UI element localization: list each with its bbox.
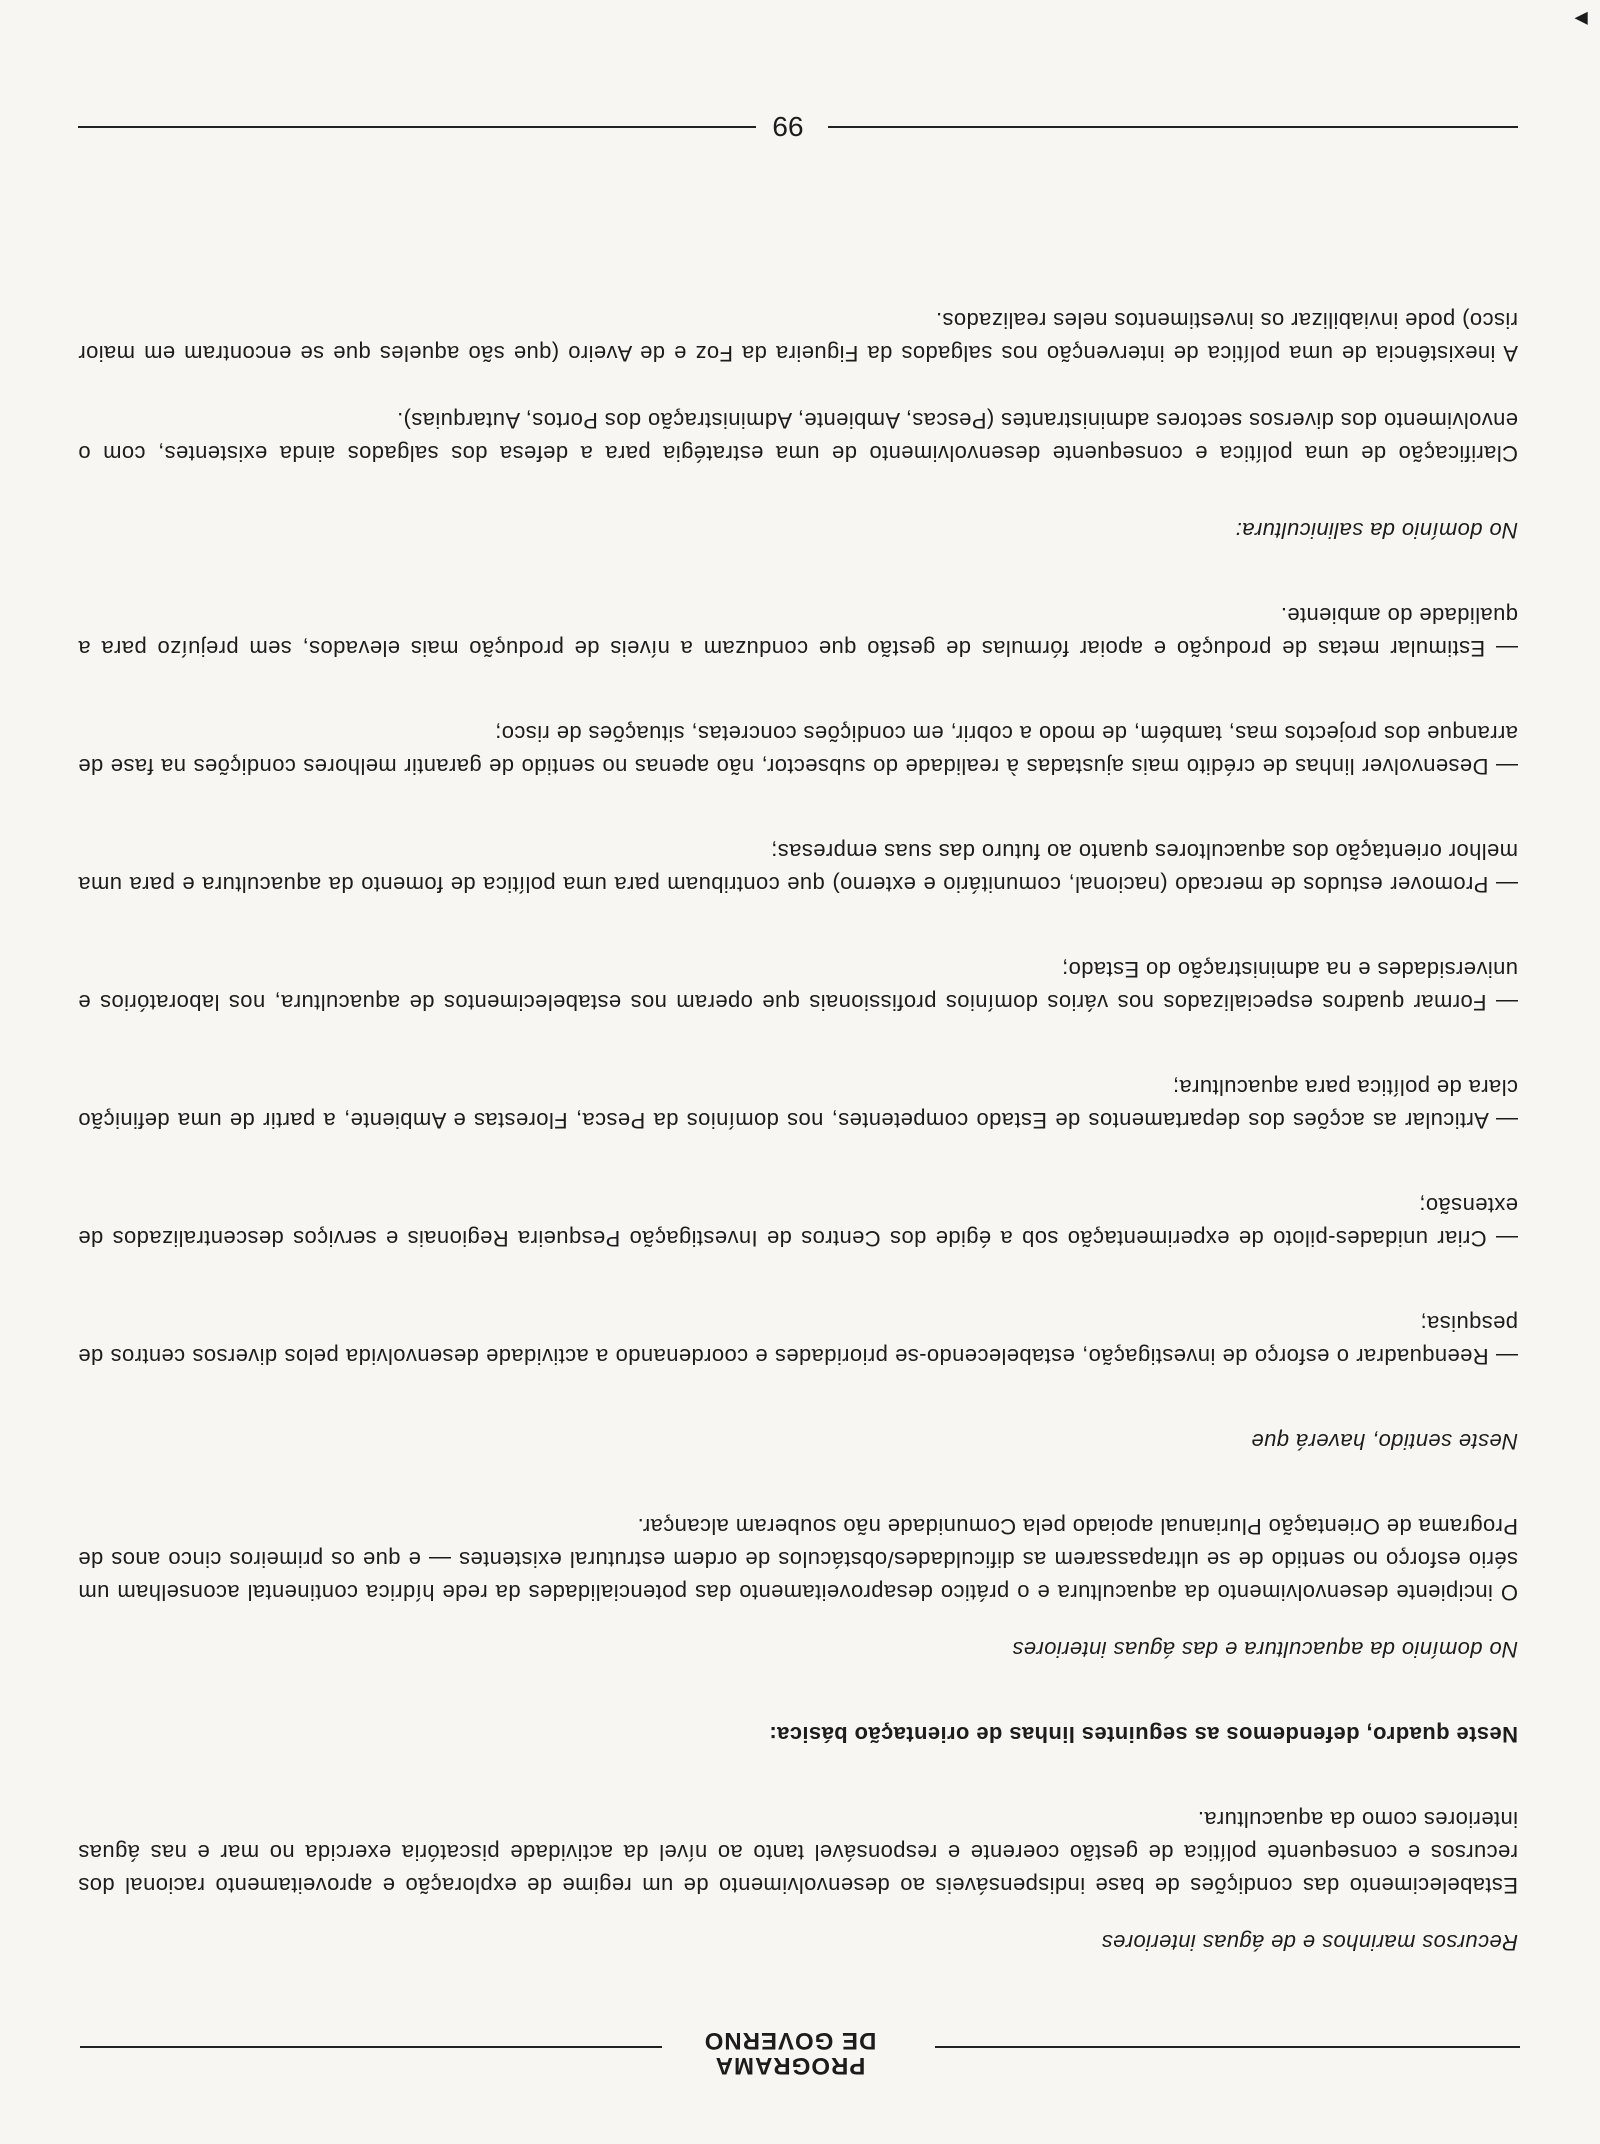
header-rule-right [80, 2046, 662, 2048]
paragraph: A inexistência de uma política de intervenção nos salgados da Figueira da Foz e de Aveiro (que são aqueles que se encontram em maior risco) pode inviabilizar os investimentos neles realizados. [78, 308, 1518, 366]
aquacultura-heading: No domínio da aquacultura e das águas interiores [1012, 1637, 1518, 1662]
paragraph: Clarificação de uma política e consequente desenvolvimento de uma estratégia para a defesa dos salgados ainda existentes, com o envolvimento dos diversos sectores administrantes (Pescas, Ambiente, Administração dos Portos, Autarquias). [78, 408, 1518, 466]
lead-sentence: Neste sentido, haverá que [1251, 1429, 1518, 1454]
page-number: 99 [772, 111, 804, 142]
footer-rule-right [78, 126, 756, 128]
list-item: — Articular as acções dos departamentos de Estado competentes, nos domínios da Pesca, Florestas e Ambiente, a partir de uma definição clara de política para aquacultura; [78, 1075, 1518, 1133]
list-item: — Criar unidades-piloto de experimentação sob a égide dos Centros de Investigação Pesqueira Regionais e serviços descentralizados de extensão; [78, 1193, 1518, 1251]
paragraph: Estabelecimento das condições de base indispensáveis ao desenvolvimento de um regime de exploração e aproveitamento racional dos recursos e consequente política de gestão coerente e responsável tanto ao nível da actividade piscatória exercida no mar e nas águas interiores como da aquacultura. [78, 1807, 1518, 1898]
title-line-2: DE GOVERNO [703, 2027, 877, 2054]
page-footer [78, 106, 1518, 146]
title-line-1: PROGRAMA [714, 2052, 866, 2079]
list-item: — Formar quadros especializados nos vários domínios profissionais que operam nos estabelecimentos de aquacultura, nos laboratórios e universidades e na administração do Estado; [78, 957, 1518, 1015]
salinicultura-heading: No domínio da salinicultura: [1235, 518, 1518, 543]
section-heading: Recursos marinhos e de águas interiores [1101, 1930, 1518, 1955]
aquacultura-intro: O incipiente desenvolvimento da aquacultura e o prático desaproveitamento das potencialidades da rede hídrica continental aconselham um sério esforço no sentido de se ultrapassarem as dificuldades/obstáculos de ordem estrutural existentes — e que os primeiros cinco anos de Programa de Orientação Plurianual apoiado pela Comunidade não souberam alcançar. [78, 1514, 1518, 1605]
list-item: — Desenvolver linhas de crédito mais ajustadas à realidade do subsector, não apenas no sentido de garantir melhores condições na fase de arranque dos projectos mas, também, de modo a cobrir, em condições concretas, situações de risco; [78, 721, 1518, 779]
document-title [675, 2028, 905, 2078]
header-rule-left [935, 2046, 1520, 2048]
list-item: — Reenquadrar o esforço de investigação, estabelecendo-se prioridades e coordenando a actividade desenvolvida pelos diversos centros de pesquisa; [78, 1311, 1518, 1369]
footer-rule-left [828, 126, 1518, 128]
corner-mark-icon: ► [1570, 7, 1592, 32]
bold-intro: Neste quadro, defendemos as seguintes linhas de orientação básica: [769, 1722, 1518, 1747]
page-header [80, 2018, 1520, 2078]
list-item: — Estimular metas de produção e apoiar fórmulas de gestão que conduzam a níveis de produção mais elevados, sem prejuízo para a qualidade do ambiente. [78, 603, 1518, 661]
list-item: — Promover estudos de mercado (nacional, comunitário e externo) que contribuam para uma política de fomento da aquacultura e para uma melhor orientação dos aquacultores quanto ao futuro das suas empresas; [78, 839, 1518, 897]
document-body [78, 286, 1518, 1959]
